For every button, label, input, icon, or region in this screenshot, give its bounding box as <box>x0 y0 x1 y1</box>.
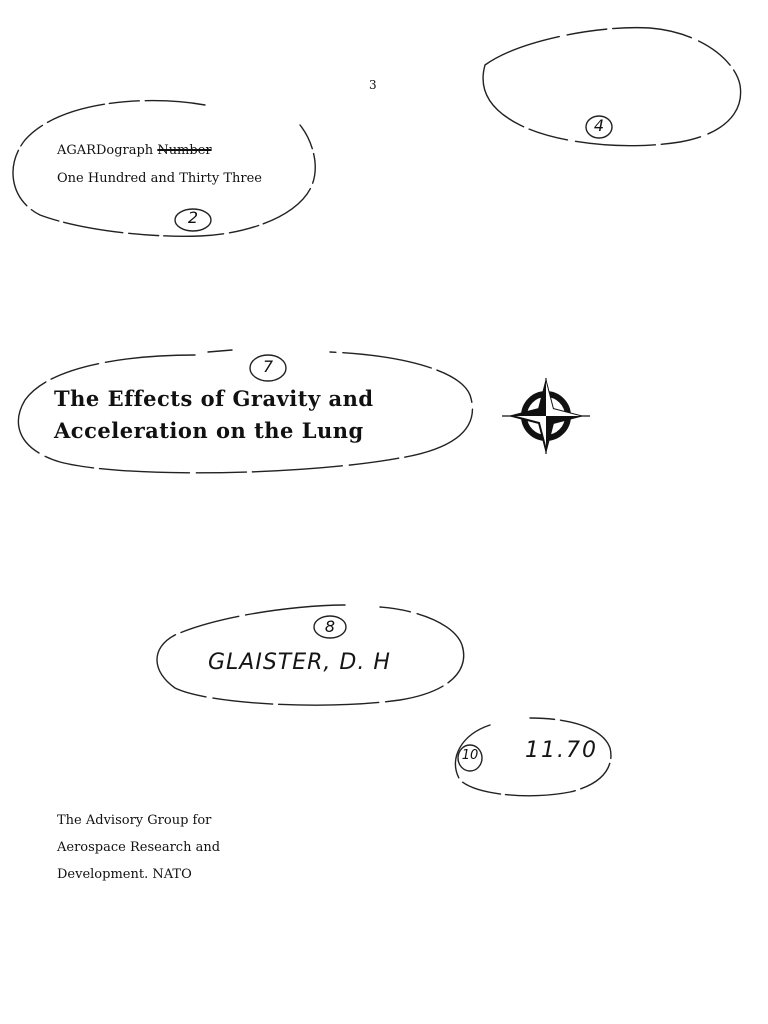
series-line-2: One Hundred and Thirty Three <box>57 171 262 186</box>
nato-compass-star-icon <box>502 378 590 454</box>
organization-line-1: The Advisory Group for <box>57 813 212 828</box>
series-line-1 <box>57 143 212 158</box>
circled-number-8: 8 <box>324 617 336 636</box>
title-loop <box>18 352 472 473</box>
series-loop <box>13 101 315 237</box>
circled-number-4: 4 <box>593 116 605 135</box>
title-line-1: The Effects of Gravity and <box>54 386 374 411</box>
handwritten-date: 11.70 <box>525 738 598 763</box>
series-prefix: AGARDograph <box>57 143 158 158</box>
page-number: 3 <box>369 78 377 92</box>
circled-number-10: 10 <box>461 748 479 763</box>
handwritten-author: GLAISTER, D. H <box>208 650 391 675</box>
title-line-2: Acceleration on the Lung <box>54 418 364 443</box>
circled-number-2: 2 <box>187 208 199 227</box>
series-struck-word: Number <box>157 143 212 158</box>
circled-number-7: 7 <box>262 357 274 376</box>
organization-line-2: Aerospace Research and <box>57 840 221 855</box>
organization-line-3: Development. NATO <box>57 867 192 882</box>
